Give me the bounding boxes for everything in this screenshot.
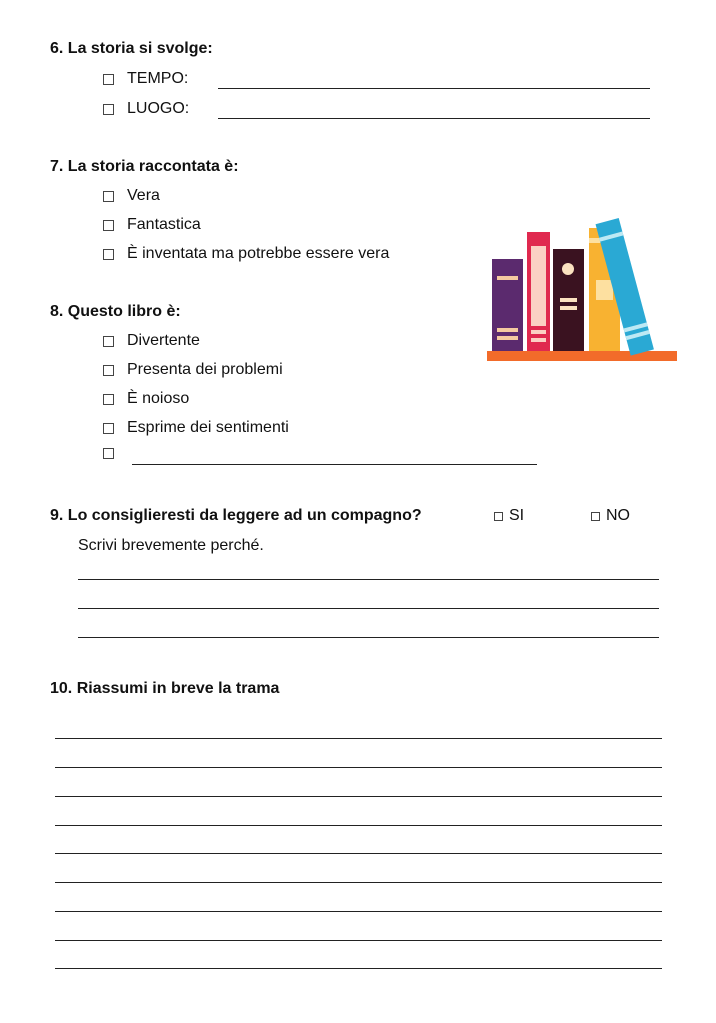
- option-label: Divertente: [127, 332, 200, 349]
- answer-line[interactable]: [55, 796, 662, 797]
- option-label: Esprime dei sentimenti: [127, 419, 289, 436]
- question-9-prompt: Scrivi brevemente perché.: [78, 537, 264, 554]
- option-label: È inventata ma potrebbe essere vera: [127, 245, 390, 262]
- answer-line-other[interactable]: [132, 464, 537, 465]
- question-9-title: 9. Lo consiglieresti da leggere ad un compagno?: [50, 507, 422, 524]
- option-fantastica[interactable]: [103, 216, 201, 234]
- checkbox-icon[interactable]: [103, 448, 114, 459]
- option-label: Presenta dei problemi: [127, 361, 283, 378]
- option-label: È noioso: [127, 390, 190, 407]
- checkbox-icon[interactable]: [103, 394, 114, 405]
- option-label: Vera: [127, 187, 160, 204]
- answer-line[interactable]: [55, 738, 662, 739]
- books-on-shelf-icon: [484, 208, 680, 366]
- option-label: SI: [509, 507, 525, 524]
- option-label: Fantastica: [127, 216, 201, 233]
- answer-line[interactable]: [55, 911, 662, 912]
- option-other[interactable]: [103, 448, 127, 459]
- option-divertente[interactable]: [103, 332, 200, 350]
- checkbox-icon[interactable]: [103, 104, 114, 115]
- option-vera[interactable]: [103, 187, 160, 205]
- question-7-title: 7. La storia raccontata è:: [50, 158, 239, 175]
- checkbox-icon[interactable]: [103, 365, 114, 376]
- checkbox-icon[interactable]: [103, 74, 114, 85]
- checkbox-icon[interactable]: [591, 512, 600, 521]
- checkbox-icon[interactable]: [494, 512, 503, 521]
- option-inventata[interactable]: [103, 245, 389, 263]
- option-sentimenti[interactable]: [103, 419, 289, 437]
- answer-line[interactable]: [55, 940, 662, 941]
- answer-line-tempo[interactable]: [218, 88, 650, 89]
- option-noioso[interactable]: [103, 390, 189, 408]
- answer-line[interactable]: [78, 579, 659, 580]
- option-si[interactable]: [494, 507, 524, 525]
- checkbox-icon[interactable]: [103, 191, 114, 202]
- answer-line[interactable]: [78, 608, 659, 609]
- answer-line[interactable]: [78, 637, 659, 638]
- question-8-title: 8. Questo libro è:: [50, 303, 181, 320]
- answer-line[interactable]: [55, 853, 662, 854]
- option-label: LUOGO:: [127, 100, 190, 117]
- option-tempo[interactable]: [103, 70, 188, 88]
- answer-line-luogo[interactable]: [218, 118, 650, 119]
- option-no[interactable]: [591, 507, 630, 525]
- answer-line[interactable]: [55, 825, 662, 826]
- answer-line[interactable]: [55, 767, 662, 768]
- answer-line[interactable]: [55, 882, 662, 883]
- option-label: TEMPO:: [127, 70, 189, 87]
- checkbox-icon[interactable]: [103, 249, 114, 260]
- option-problemi[interactable]: [103, 361, 283, 379]
- checkbox-icon[interactable]: [103, 220, 114, 231]
- question-6-title: 6. La storia si svolge:: [50, 40, 213, 57]
- option-luogo[interactable]: [103, 100, 189, 118]
- checkbox-icon[interactable]: [103, 336, 114, 347]
- checkbox-icon[interactable]: [103, 423, 114, 434]
- question-10-title: 10. Riassumi in breve la trama: [50, 680, 280, 697]
- answer-line[interactable]: [55, 968, 662, 969]
- option-label: NO: [606, 507, 630, 524]
